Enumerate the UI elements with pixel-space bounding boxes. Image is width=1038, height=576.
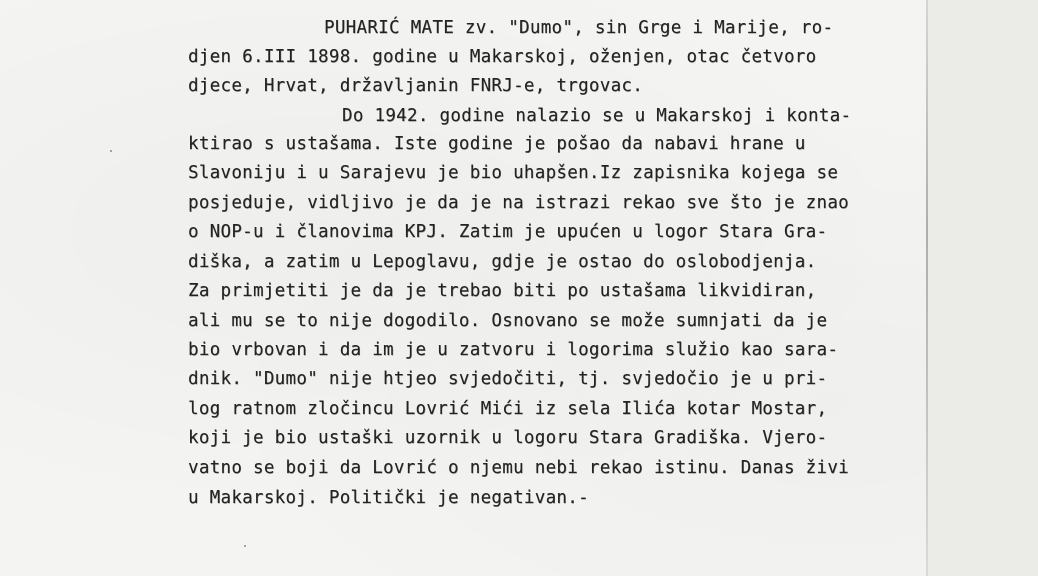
text-line: dnik. "Dumo" nije htjeo svjedočiti, tj. svjedočio je u pri- [188, 369, 828, 389]
text-line: PUHARIĆ MATE zv. "Dumo", sin Grge i Marije, ro- [324, 18, 834, 38]
text-line: bio vrbovan i da im je u zatvoru i logorima služio kao sara- [188, 340, 839, 360]
text-line: koji je bio ustaški uzornik u logoru Stara Gradiška. Vjero- [188, 428, 828, 448]
text-line: ali mu se to nije dogodilo. Osnovano se može sumnjati da je [188, 311, 828, 331]
text-line: Do 1942. godine nalazio se u Makarskoj i konta- [342, 106, 852, 126]
text-line: Slavoniju i u Sarajevu je bio uhapšen.Iz zapisnika kojega se [188, 163, 839, 183]
text-line: djen 6.III 1898. godine u Makarskoj, oženjen, otac četvoro [188, 47, 817, 67]
text-line: o NOP-u i članovima KPJ. Zatim je upućen u logor Stara Gra- [188, 222, 828, 242]
text-line: Za primjetiti je da je trebao biti po ustašama likvidiran, [188, 281, 817, 301]
text-line: log ratnom zločincu Lovrić Mići iz sela Ilića kotar Mostar, [188, 399, 828, 419]
text-line: posjeduje, vidljivo je da je na istrazi rekao sve što je znao [188, 193, 849, 213]
text-line: diška, a zatim u Lepoglavu, gdje je ostao do oslobodjenja. [188, 252, 817, 272]
text-line: u Makarskoj. Politički je negativan.- [188, 488, 589, 508]
text-line: ktirao s ustašama. Iste godine je pošao da nabavi hrane u [188, 134, 806, 154]
text-line: djece, Hrvat, državljanin FNRJ-e, trgovac. [188, 76, 644, 96]
text-line: vatno se boji da Lovrić o njemu nebi rekao istinu. Danas živi [188, 458, 849, 478]
